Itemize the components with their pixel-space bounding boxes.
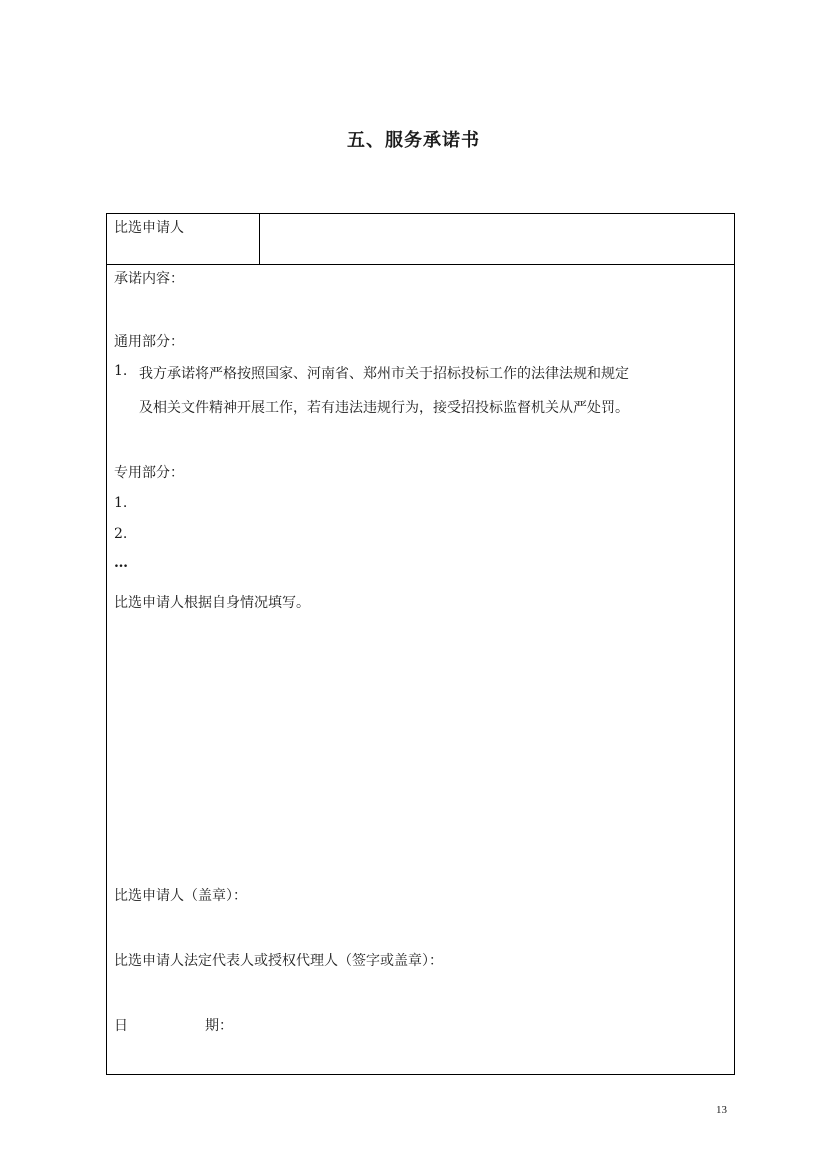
general-section-heading: 通用部分：: [114, 334, 184, 350]
special-item-1: 1.: [114, 495, 128, 511]
special-item-2: 2.: [114, 526, 128, 542]
seal-label: 比选申请人（盖章）：: [114, 888, 247, 904]
general-item-text-line1: 我方承诺将严格按照国家、河南省、郑州市关于招标投标工作的法律法规和规定: [139, 366, 629, 382]
special-note: 比选申请人根据自身情况填写。: [114, 595, 310, 611]
page-number: 13: [716, 1104, 727, 1116]
commitment-form-table: [106, 213, 735, 1075]
applicant-value-field[interactable]: [260, 214, 734, 264]
special-item-ellipsis: …: [114, 555, 128, 571]
page-title: 五、服务承诺书: [347, 130, 480, 151]
content-heading: 承诺内容：: [114, 271, 184, 287]
applicant-row: [107, 214, 734, 265]
date-label-start: 日: [114, 1018, 128, 1034]
general-item-number: 1.: [114, 363, 128, 379]
date-label-end: 期：: [205, 1018, 233, 1034]
applicant-label: 比选申请人: [107, 214, 260, 264]
special-section-heading: 专用部分：: [114, 465, 184, 481]
general-item-text-line2: 及相关文件精神开展工作，若有违法违规行为，接受招投标监督机关从严处罚。: [139, 400, 629, 416]
representative-signature-label: 比选申请人法定代表人或授权代理人（签字或盖章）：: [114, 953, 443, 969]
